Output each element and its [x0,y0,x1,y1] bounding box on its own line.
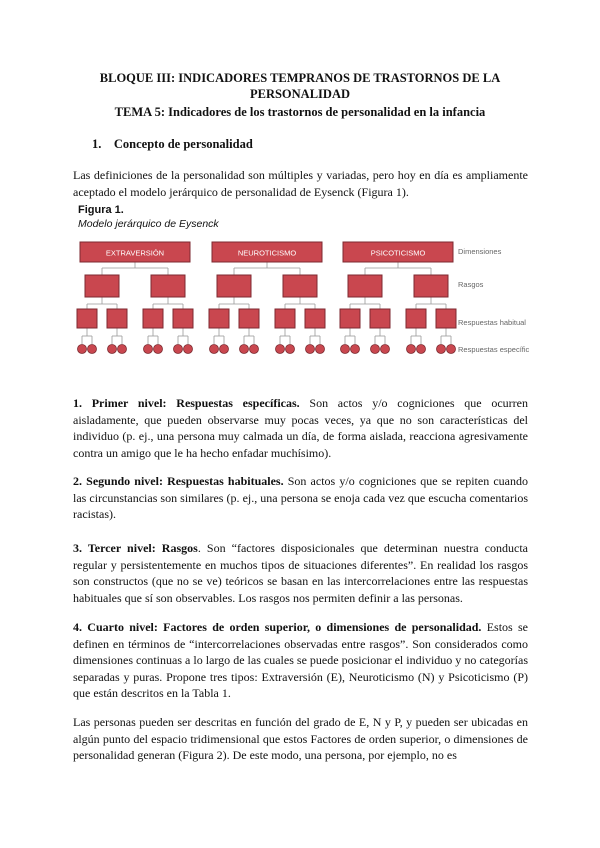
specific-response-circle [286,345,295,354]
level-2-text: Son actos y/o cogniciones que se repiten cuando las circunstancias son similares (p. ej., una persona se enoja cada vez que escucha comentarios racistas). [73,474,528,522]
specific-response-circle [371,345,380,354]
level-3-paragraph [73,540,528,606]
specific-response-circle [220,345,229,354]
dimension-box-label: NEUROTICISMO [237,248,297,258]
specific-response-circle [118,345,127,354]
figure-label: Figura 1. [78,204,124,216]
level-4-paragraph [73,619,528,702]
level-label-dimensiones: Dimensiones [458,247,502,256]
trait-box [151,275,185,297]
specific-response-circle [417,345,426,354]
level-3-heading: 3. Tercer nivel: Rasgos [73,541,198,555]
dimension-box-label: EXTRAVERSIÓN [105,248,165,258]
intro-paragraph: Las definiciones de la personalidad son múltiples y variadas, pero hoy en día es ampliamente aceptado el modelo jerárquico de personalidad de Eysenck (Figura 1). [73,168,528,199]
title-line-1: BLOQUE III: INDICADORES TEMPRANOS DE TRASTORNOS DE LA [99,71,501,85]
specific-response-circle [341,345,350,354]
habitual-response-box [77,309,97,328]
level-label-respuestas-habituales: Respuestas habitual [458,318,526,327]
title-line-2: PERSONALIDAD [249,87,350,101]
diagram-connectors [82,262,451,344]
level-label-rasgos: Rasgos [458,280,484,289]
trait-box [85,275,119,297]
closing-paragraph: Las personas pueden ser descritas en función del grado de E, N y P, y pueden ser ubicadas en algún punto del espacio tridimensional que estos Factores de orden superior, o dimensiones de personalidad generan (Figura 2). De este modo, una persona, por ejemplo, no es [73,715,528,763]
level-3-text: . Son “factores disposicionales que determinan nuestra conducta regular y persistentemente en muchos tipos de situaciones diferentes”. En realidad los rasgos son constructos (que no se ve) teóricos se basan en las intercorrelaciones entre las respuestas habituales que sí son observables. Los rasgos nos permiten definir a las personas. [73,541,528,605]
habitual-response-box [370,309,390,328]
trait-box [414,275,448,297]
specific-response-circle [407,345,416,354]
habitual-response-box [209,309,229,328]
habitual-response-box [173,309,193,328]
specific-response-circle [210,345,219,354]
specific-response-circle [437,345,446,354]
figure-caption: Modelo jerárquico de Eysenck [78,218,219,230]
level-4-text: Estos se definen en términos de “intercorrelaciones observadas entre rasgos”. Son considerados como dimensiones continuas a lo largo de las cuales se puede posicionar el individuo y no categorías separadas y puras. Propone tres tipos: Extraversión (E), Neuroticismo (N) y Psicoticismo (P) que están descritos en la Tabla 1. [73,620,528,701]
specific-response-circle [351,345,360,354]
specific-response-circle [306,345,315,354]
level-2-paragraph [73,473,528,523]
level-1-paragraph [73,395,528,461]
specific-response-circle [250,345,259,354]
habitual-response-box [143,309,163,328]
trait-box [217,275,251,297]
specific-response-circle [276,345,285,354]
habitual-response-box [436,309,456,328]
level-label-respuestas-especificas: Respuestas específic [458,345,530,354]
habitual-response-box [239,309,259,328]
specific-response-circle [144,345,153,354]
specific-response-circle [154,345,163,354]
trait-box [283,275,317,297]
level-1-heading: 1. Primer nivel: Respuestas específicas. [73,396,300,410]
document-title [60,70,540,102]
habitual-response-box [340,309,360,328]
habitual-response-box [275,309,295,328]
specific-response-circle [381,345,390,354]
level-1-text: Son actos y/o cogniciones que ocurren aisladamente, que pueden observarse muy pocas veces, ya que no son características del individuo (p. ej., una persona muy calmada un día, de forma aislada, reacciona agresivamente contra un amigo que le ha hecho enfadar muchísimo). [73,396,529,460]
specific-response-circle [316,345,325,354]
level-4-heading: 4. Cuarto nivel: Factores de orden superior, o dimensiones de personalidad. [73,620,482,634]
level-2-heading: 2. Segundo nivel: Respuestas habituales. [73,474,284,488]
specific-response-circle [447,345,456,354]
eysenck-hierarchy-diagram [70,232,535,362]
habitual-response-box [107,309,127,328]
specific-response-circle [174,345,183,354]
specific-response-circle [108,345,117,354]
dimension-box-label: PSICOTICISMO [370,248,426,258]
document-subtitle: TEMA 5: Indicadores de los trastornos de personalidad en la infancia [114,105,486,119]
diagram-shapes [77,242,456,354]
specific-response-circle [240,345,249,354]
specific-response-circle [184,345,193,354]
habitual-response-box [305,309,325,328]
section-heading: 1. Concepto de personalidad [92,137,253,151]
specific-response-circle [78,345,87,354]
specific-response-circle [88,345,97,354]
trait-box [348,275,382,297]
habitual-response-box [406,309,426,328]
